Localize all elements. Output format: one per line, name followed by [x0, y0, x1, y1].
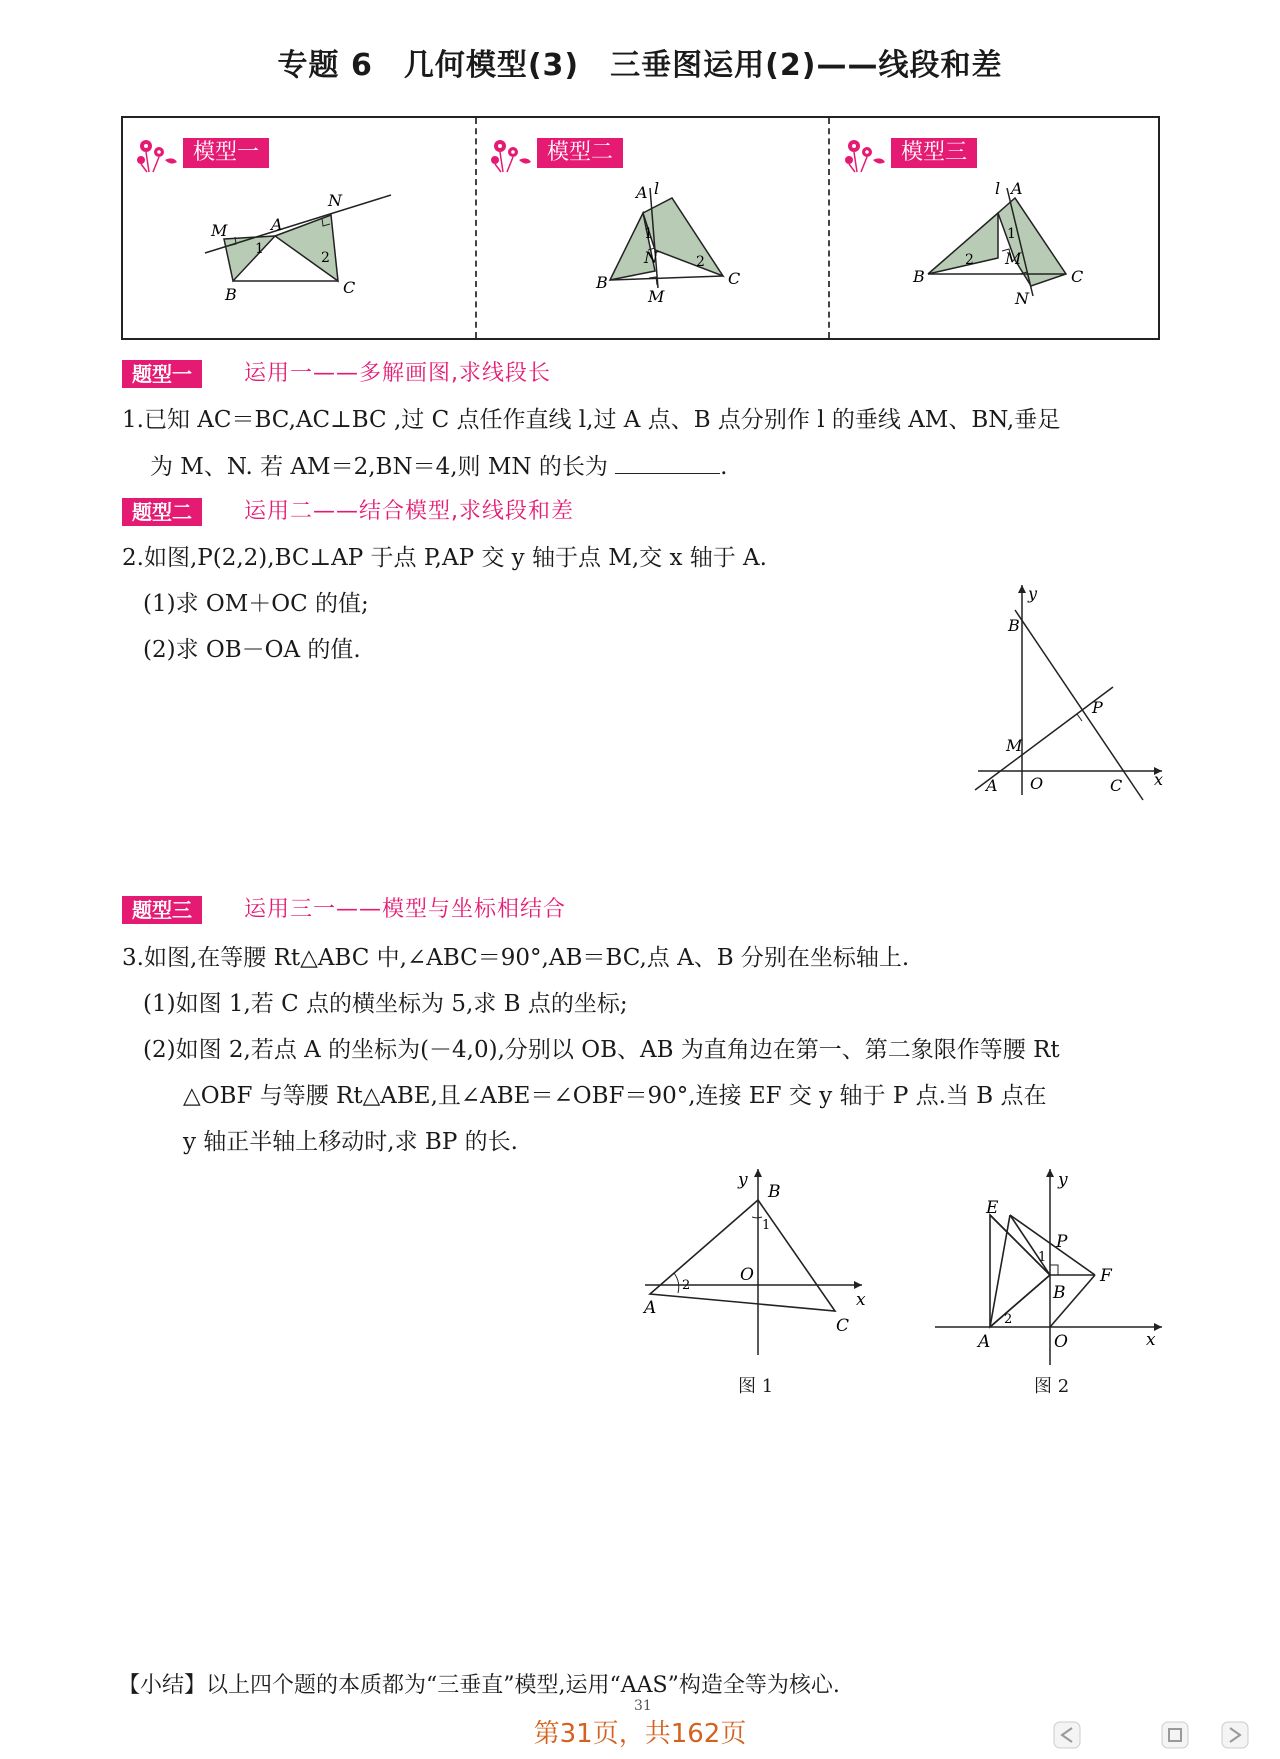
axis-x-label: x: [1146, 1330, 1156, 1350]
q3-figure-1: [640, 1165, 870, 1355]
label-c: C: [1110, 776, 1123, 795]
page-indicator: 第31页，共162页: [533, 1719, 747, 1749]
flower-icon: [485, 134, 535, 176]
q2-coordinate-diagram: [970, 585, 1170, 805]
model-3-diagram: [903, 178, 1163, 338]
angle-2: 2: [965, 252, 974, 268]
answer-blank[interactable]: [615, 451, 720, 474]
q3-sub-2c: y 轴正半轴上移动时,求 BP 的长.: [183, 1129, 518, 1155]
flower-icon: [839, 134, 889, 176]
q3-sub-1: (1)如图 1,若 C 点的横坐标为 5,求 B 点的坐标;: [143, 991, 628, 1017]
section-3-title: 运用三一——模型与坐标相结合: [244, 897, 567, 922]
label-f: F: [1100, 1266, 1112, 1286]
q1-line-2-text: 为 M、N. 若 AM＝2,BN＝4,则 MN 的长为: [150, 454, 608, 480]
section-2-tag: 题型二: [122, 498, 202, 526]
angle-1: 1: [762, 1218, 771, 1233]
page-title: 专题 6 几何模型(3) 三垂图运用(2)——线段和差: [277, 48, 1003, 83]
angle-2: 2: [682, 1278, 691, 1293]
q2-sub-1: (1)求 OM＋OC 的值;: [143, 591, 369, 617]
label-n: N: [644, 248, 658, 267]
q3-sub-2b: △OBF 与等腰 Rt△ABE,且∠ABE＝∠OBF＝90°,连接 EF 交 y 轴于 P 点.当 B 点在: [183, 1083, 1047, 1109]
label-b: B: [768, 1182, 781, 1202]
page-number: 31: [634, 1698, 652, 1714]
label-a: A: [644, 1298, 657, 1318]
label-m: M: [1005, 249, 1022, 268]
flower-icon: [131, 134, 181, 176]
label-a: A: [986, 776, 998, 795]
angle-2: 2: [1004, 1312, 1013, 1327]
label-m: M: [648, 287, 665, 306]
next-page-icon: [1222, 1722, 1248, 1748]
axis-x-label: x: [856, 1290, 866, 1310]
label-c: C: [728, 269, 741, 288]
summary-text: 【小结】以上四个题的本质都为“三垂直”模型,运用“AAS”构造全等为核心.: [118, 1673, 840, 1698]
model-2-diagram: [548, 178, 808, 338]
q3-sub-2a: (2)如图 2,若点 A 的坐标为(－4,0),分别以 OB、AB 为直角边在第一、第二象限作等腰 Rt: [143, 1037, 1060, 1063]
figure-2-caption: 图 2: [1034, 1376, 1070, 1397]
label-n: N: [328, 191, 342, 210]
section-2-title: 运用二——结合模型,求线段和差: [244, 499, 574, 524]
section-1-tag: 题型一: [122, 360, 202, 388]
angle-1: 1: [255, 241, 264, 257]
label-l: l: [995, 179, 1001, 198]
model-3-label: 模型三: [891, 138, 977, 168]
angle-1: 1: [644, 226, 653, 242]
panel-divider: [828, 118, 830, 338]
models-panel: [121, 116, 1160, 340]
axis-y-label: y: [738, 1170, 748, 1190]
q1-line-1: 1.已知 AC＝BC,AC⊥BC ,过 C 点任作直线 l,过 A 点、B 点分别作 l 的垂线 AM、BN,垂足: [122, 407, 1061, 433]
viewer-controls: [1052, 1720, 1262, 1752]
label-a: A: [1011, 179, 1023, 198]
model-2-label: 模型二: [537, 138, 623, 168]
angle-1: 1: [1007, 226, 1016, 242]
axis-x-label: x: [1154, 770, 1164, 789]
prev-page-icon: [1054, 1722, 1080, 1748]
fullscreen-icon: [1162, 1722, 1188, 1748]
label-o: O: [1030, 774, 1044, 793]
angle-2: 2: [321, 250, 330, 266]
q2-line-1: 2.如图,P(2,2),BC⊥AP 于点 P,AP 交 y 轴于点 M,交 x 轴于 A.: [122, 545, 767, 571]
q1-line-2: [150, 450, 727, 484]
axis-y-label: y: [1058, 1170, 1068, 1190]
label-o: O: [740, 1265, 754, 1285]
q2-sub-2: (2)求 OB－OA 的值.: [143, 637, 361, 663]
label-b: B: [1008, 616, 1020, 635]
label-c: C: [1071, 267, 1084, 286]
section-1-title: 运用一——多解画图,求线段长: [244, 361, 551, 386]
label-o: O: [1054, 1332, 1068, 1352]
angle-2: 2: [696, 254, 705, 270]
label-b: B: [225, 285, 237, 304]
label-b: B: [1053, 1283, 1066, 1303]
label-m: M: [211, 221, 228, 240]
label-c: C: [836, 1316, 850, 1336]
label-a: A: [978, 1332, 991, 1352]
q3-figure-2: [930, 1165, 1170, 1365]
label-p: P: [1056, 1232, 1068, 1252]
model-1-label: 模型一: [183, 138, 269, 168]
section-3-tag: 题型三: [122, 896, 202, 924]
model-1-diagram: [193, 178, 453, 338]
figure-1-caption: 图 1: [738, 1376, 774, 1397]
label-b: B: [596, 273, 608, 292]
label-p: P: [1092, 698, 1103, 717]
label-e: E: [986, 1198, 999, 1218]
angle-1: 1: [1038, 1250, 1047, 1265]
label-n: N: [1015, 289, 1029, 308]
panel-divider: [475, 118, 477, 338]
label-b: B: [913, 267, 925, 286]
label-a: A: [636, 183, 648, 202]
axis-y-label: y: [1028, 585, 1038, 603]
label-a: A: [271, 215, 283, 234]
q1-end: .: [720, 454, 728, 480]
label-m: M: [1006, 736, 1023, 755]
label-c: C: [343, 278, 356, 297]
label-l: l: [654, 179, 660, 198]
q3-line-1: 3.如图,在等腰 Rt△ABC 中,∠ABC＝90°,AB＝BC,点 A、B 分别在坐标轴上.: [122, 945, 910, 971]
